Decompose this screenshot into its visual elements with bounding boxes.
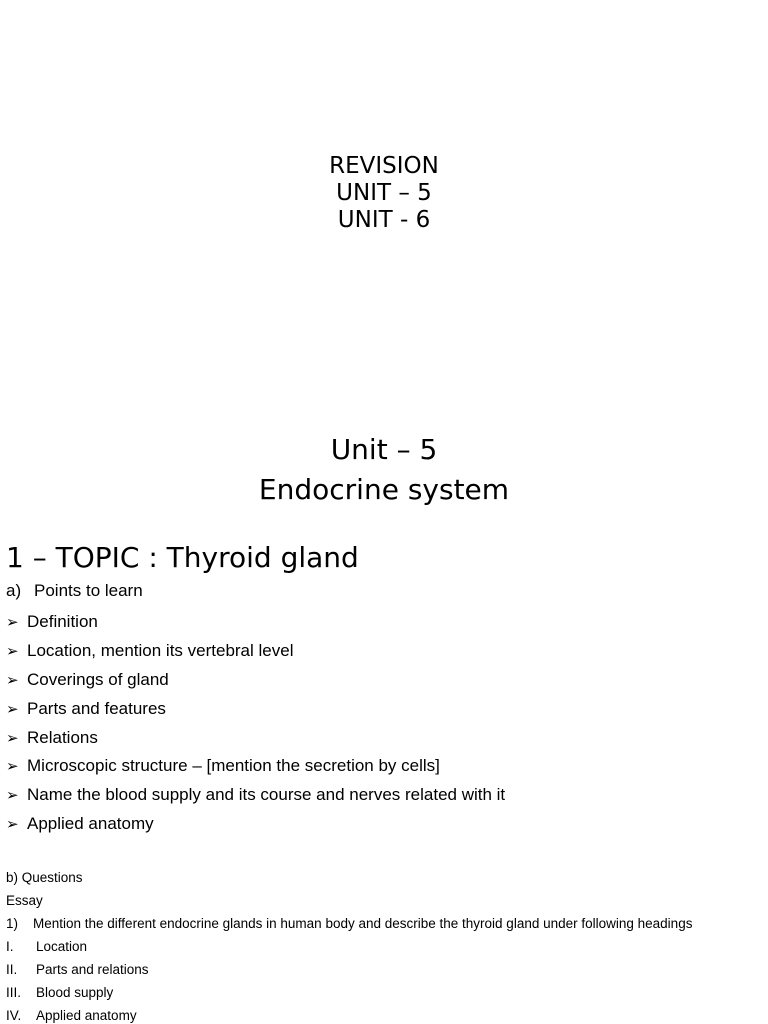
revision-title: REVISION [329,153,439,179]
question-type: Essay [6,893,43,908]
list-item: ➢ Location, mention its vertebral level [6,637,505,666]
questions-heading: b) Questions [6,870,83,885]
arrow-bullet-icon: ➢ [6,757,19,776]
list-item: ➢ Coverings of gland [6,666,505,695]
points-list [6,608,505,839]
list-item: III. Blood supply [6,981,692,1004]
points-heading [6,579,143,603]
list-item: ➢ Applied anatomy [6,810,505,839]
points-marker: a) [6,581,22,600]
list-item: ➢ Definition [6,608,505,637]
question-text: Mention the different endocrine glands in human body and describe the thyroid gland under following headings [33,916,693,931]
arrow-bullet-icon: ➢ [6,670,19,689]
roman-numeral: I. [6,939,14,954]
arrow-bullet-icon: ➢ [6,815,19,834]
unit-header [0,430,768,510]
arrow-bullet-icon: ➢ [6,699,19,718]
arrow-bullet-icon: ➢ [6,728,19,747]
revision-header [0,153,768,234]
arrow-bullet-icon: ➢ [6,613,19,631]
list-item: ➢ Microscopic structure – [mention the secretion by cells] [6,752,505,781]
list-item: ➢ Parts and features [6,695,505,724]
revision-unit-5: UNIT – 5 [336,180,432,206]
roman-numeral: III. [6,985,22,1000]
points-heading-text: Points to learn [34,581,143,600]
roman-numeral: II. [6,962,18,977]
arrow-bullet-icon: ➢ [6,786,19,805]
list-item: II. Parts and relations [6,958,692,981]
question-1 [6,912,692,935]
question-number: 1) [6,916,19,931]
list-item: ➢ Relations [6,724,505,753]
revision-unit-6: UNIT - 6 [337,207,431,233]
arrow-bullet-icon: ➢ [6,641,19,660]
unit-subtitle: Endocrine system [258,473,510,506]
unit-title: Unit – 5 [330,433,438,466]
questions-section [6,866,692,1024]
list-item: IV. Applied anatomy [6,1004,692,1024]
roman-numeral: IV. [6,1008,22,1023]
topic-title: 1 – TOPIC : Thyroid gland [6,541,359,574]
list-item: ➢ Name the blood supply and its course and nerves related with it [6,781,505,810]
list-item: I. Location [6,935,692,958]
